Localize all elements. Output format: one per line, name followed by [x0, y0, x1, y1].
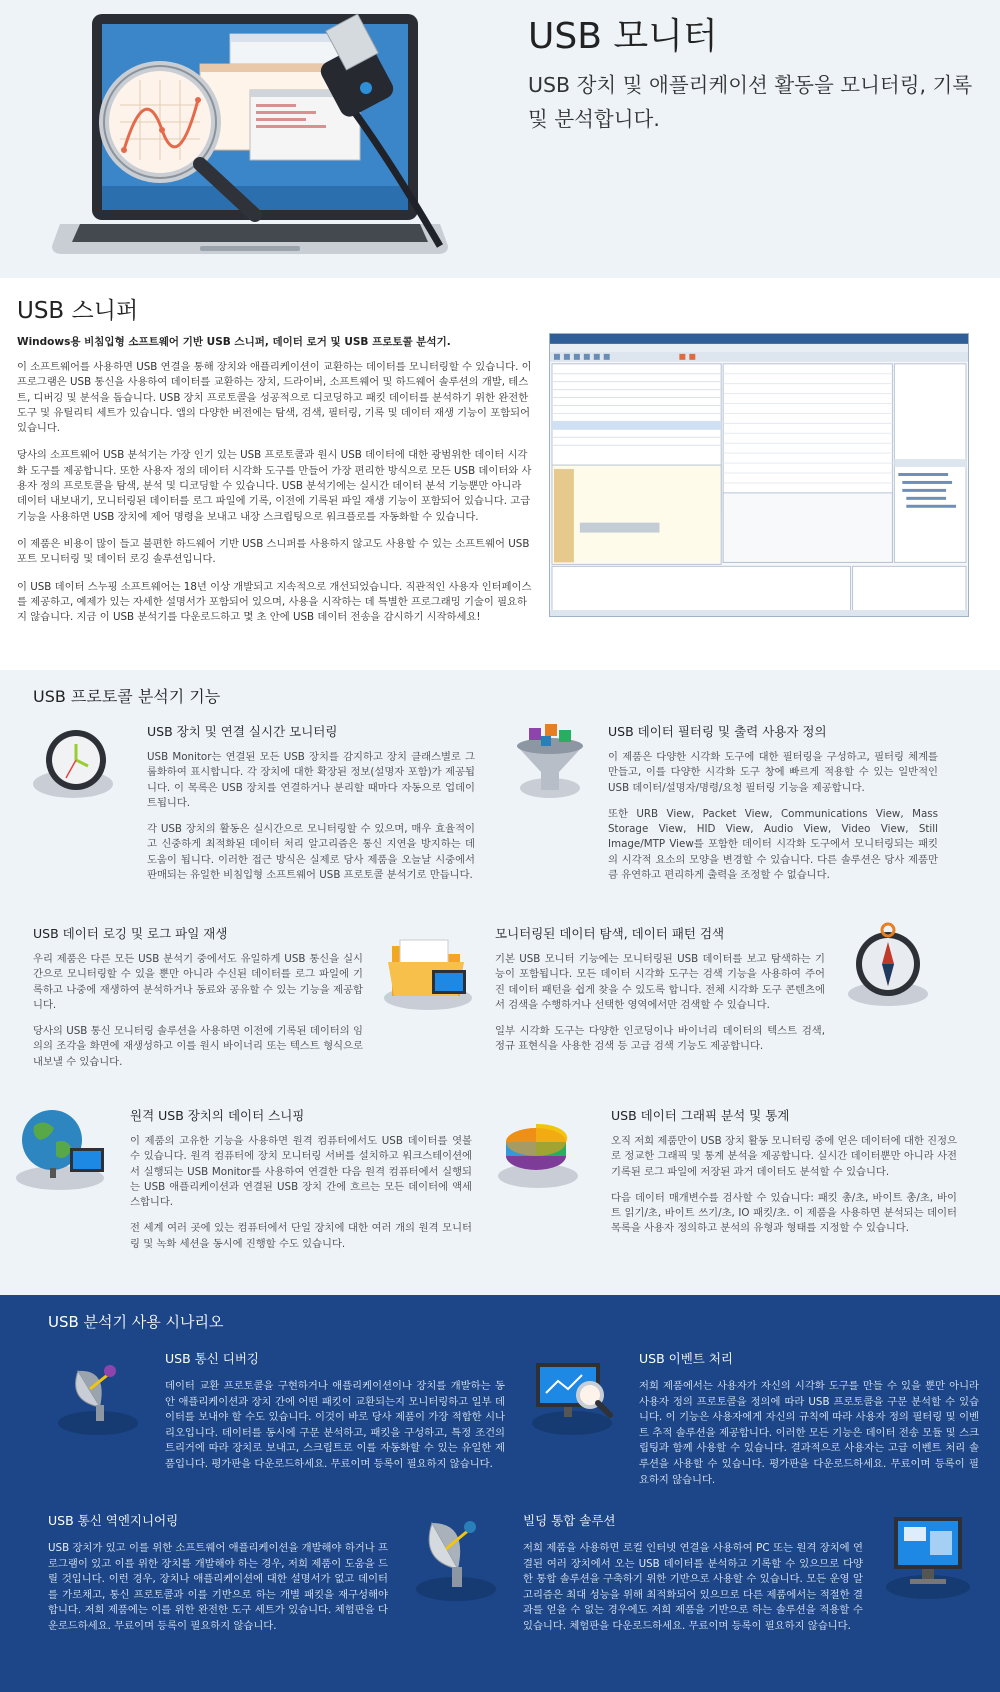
feature-filtering — [608, 722, 938, 894]
scenario-title: USB 통신 역엔지니어링 — [48, 1513, 179, 1528]
compass-icon — [838, 920, 938, 1010]
feature-title: 모니터링된 데이터 탐색, 데이터 패턴 검색 — [495, 926, 725, 941]
sniffer-paragraph: 이 USB 데이터 스누핑 소프트웨어는 18년 이상 개발되고 지속적으로 개선되었습니다. 직관적인 사용자 인터페이스를 제공하고, 예제가 있는 자세한 설명서가 포함되어 있으며, 사용을 시작하는 데 특별한 프로그래밍 기술이 필요하지 않습니다. 지금 이 USB 분석기를 다운로드하고 몇 초 안에 USB 데이터 전송을 감시하기 시작하세요! — [17, 580, 532, 624]
feature-paragraph: 또한 URB View, Packet View, Communications View, Mass Storage View, HID View, Audio View, Video View, Still Image/MTP View를 포함한 데이터 시각화 도구에서 모니터링되는 패킷의 시각적 요소의 모양을 변경할 수 있습니다. 다른 솔루션은 당사 제품만큼 유연하고 편리하게 출력을 조정할 수 없습니다. — [608, 807, 938, 882]
scenario-title: USB 이벤트 처리 — [639, 1351, 733, 1366]
feature-paragraph: 당사의 USB 통신 모니터링 솔루션을 사용하면 이전에 기록된 데이터의 임의의 조각을 화면에 재생성하고 이를 원시 바이너리 또는 텍스트 형식으로 내보낼 수 있습니다. — [33, 1025, 363, 1068]
feature-paragraph: 일부 시각화 도구는 다양한 인코딩이나 바이너리 데이터의 텍스트 검색, 정규 표현식을 사용한 검색 등 고급 검색 기능도 제공합니다. — [495, 1025, 825, 1053]
features-heading: USB 프로토콜 분석기 기능 — [33, 687, 221, 706]
scenario-event-processing — [639, 1349, 979, 1488]
scenario-text: 데이터 교환 프로토콜을 구현하거나 애플리케이션이나 장치를 개발하는 동안 애플리케이션과 장치 간에 어떤 패킷이 교환되는지 모니터링하고 일부 데이터를 보내야 할 수도 있습니다. 이것이 바로 당사 제품이 가장 적합한 시나리오입니다. 데이터를 동시에 구문 분석하고, 패킷을 구성하고, 특정 조건의 트리거에 따라 장치로 보내고, 스크립트로 이를 자동화할 수 있는 유일한 제품입니다. 평가판을 다운로드하세요. 무료이며 등록이 필요하지 않습니다. — [165, 1380, 505, 1470]
funnel-icon — [505, 722, 595, 802]
feature-realtime-monitoring — [147, 722, 475, 894]
page-title: USB 모니터 — [528, 16, 718, 57]
monitor-magnifier-icon — [522, 1349, 622, 1439]
feature-paragraph: USB Monitor는 연결된 모든 USB 장치를 감지하고 장치 클래스별로 그룹화하여 표시합니다. 각 장치에 대한 확장된 정보(설명자 포함)가 제공됩니다. 이 목록은 USB 장치를 연결하거나 분리할 때마다 자동으로 업데이트됩니다. — [147, 751, 475, 809]
feature-title: USB 데이터 필터링 및 출력 사용자 정의 — [608, 724, 827, 739]
folder-icon — [378, 926, 478, 1012]
feature-paragraph: 이 제품의 고유한 기능을 사용하면 원격 컴퓨터에서도 USB 데이터를 엿볼 수 있습니다. 원격 컴퓨터에 장치 모니터링 서버를 설치하고 워크스테이션에서 실행되는 USB Monitor를 사용하여 연결한 다음 원격 컴퓨터에서 실행되는 USB 애플리케이션과 연결된 USB 장치 간에 흐르는 모든 데이터에 액세스합니다. — [130, 1135, 472, 1209]
scenario-debugging — [165, 1349, 505, 1473]
feature-search — [495, 924, 825, 1066]
features-section — [0, 670, 1000, 1295]
scenario-text: 저희 제품에서는 사용자가 자신의 시각화 도구를 만들 수 있을 뿐만 아니라 사용자 정의 프로토콜을 정의에 따라 USB 프로토콜을 구문 분석할 수 있습니다. 이 기능은 사용자에게 자신의 규칙에 따라 사용자 정의 필터링 및 이벤트 추적 솔루션을 제공합니다. 이러한 모든 기능은 데이터 전송 모듈 및 스크립팅과 함께 사용할 수 있습니다. 결과적으로 사용자는 고급 이벤트 처리 솔루션을 사용할 수 있습니다. 평가판을 다운로드하세요. 무료이며 등록이 필요하지 않습니다. — [639, 1380, 979, 1486]
laptop-usb-illustration — [50, 10, 450, 268]
feature-paragraph: 전 세계 여러 곳에 있는 컴퓨터에서 단일 장치에 대한 여러 개의 원격 모니터링 및 녹화 세션을 동시에 진행할 수도 있습니다. — [130, 1222, 472, 1250]
feature-title: USB 데이터 로깅 및 로그 파일 재생 — [33, 926, 228, 941]
feature-paragraph: 우리 제품은 다른 모든 USB 분석기 중에서도 유일하게 USB 통신을 실시간으로 모니터링할 수 있을 뿐만 아니라 수신된 데이터를 로그 파일에 기록하고 나중에 재생하여 분석하거나 동료와 공유할 수 있는 기능을 제공합니다. — [33, 953, 363, 1011]
feature-paragraph: 기본 USB 모니터 기능에는 모니터링된 USB 데이터를 보고 탐색하는 기능이 포함됩니다. 모든 데이터 시각화 도구는 검색 기능을 사용하여 주어진 데이터 패턴을 쉽게 찾을 수 있도록 합니다. 전체 시각화 도구 콘텐츠에서 검색을 수행하거나 선택한 영역에서만 검색할 수 있습니다. — [495, 953, 825, 1011]
feature-paragraph: 각 USB 장치의 활동은 실시간으로 모니터링할 수 있으며, 매우 효율적이고 신중하게 최적화된 데이터 처리 알고리즘은 통신 지연을 방지하는 데 도움이 됩니다. 이러한 접근 방식은 실제로 당사 제품을 오늘날 시중에서 판매되는 유일한 비침입형 소프트웨어 USB 프로토콜 분석기로 만듭니다. — [147, 823, 475, 882]
scenarios-heading: USB 분석기 사용 시나리오 — [48, 1313, 224, 1331]
feature-title: 원격 USB 장치의 데이터 스니핑 — [130, 1108, 305, 1123]
feature-title: USB 데이터 그래픽 분석 및 통계 — [611, 1108, 790, 1123]
hero-subtitle: USB 장치 및 애플리케이션 활동을 모니터링, 기록 및 분석합니다. — [528, 73, 973, 131]
sniffer-heading: USB 스니퍼 — [17, 298, 139, 324]
scenario-reverse-engineering — [48, 1511, 388, 1635]
screen-icon — [876, 1507, 980, 1603]
pie-chart-icon — [490, 1102, 586, 1192]
app-screenshot — [549, 333, 969, 617]
sniffer-body — [17, 360, 533, 637]
sniffer-paragraph: 이 제품은 비용이 많이 들고 불편한 하드웨어 기반 USB 스니퍼를 사용하지 않고도 사용할 수 있는 소프트웨어 USB 포트 모니터링 및 데이터 로깅 솔루션입니다. — [17, 537, 530, 566]
feature-paragraph: 다음 데이터 매개변수를 검사할 수 있습니다: 패킷 총/초, 바이트 총/초, 바이트 읽기/초, 바이트 쓰기/초, IO 패킷/초. 이 제품을 사용하면 분석되는 데이터 목록을 사용자 정의하고 분석의 유형과 형태를 지정할 수 있습니다. — [611, 1191, 957, 1235]
clock-icon — [28, 722, 118, 802]
feature-paragraph: 이 제품은 다양한 시각화 도구에 대한 필터링을 구성하고, 필터링 체계를 만들고, 이를 다양한 시각화 도구 창에 빠르게 적용할 수 있는 일반적인 USB 데이터/설명자/명령/요청 필터링 기능을 제공합니다. — [608, 751, 938, 794]
sniffer-paragraph: 당사의 소프트웨어 USB 분석기는 가장 인기 있는 USB 프로토콜과 원시 USB 데이터에 대한 광범위한 데이터 시각화 도구를 제공합니다. 또한 사용자 정의 데이터 시각화 도구를 만들어 가장 편리한 방식으로 모든 USB 데이터와 사용자 정의 프로토콜을 탐색, 분석 및 디코딩할 수 있습니다. USB 분석기에는 실시간 데이터 분석 기능뿐만 아니라 데이터 내보내기, 모니터링된 데이터를 로그 파일에 기록, 이전에 기록된 파일 재생 기능이 포함되어 있습니다. 고급 기능을 사용하면 USB 장치에 제어 명령을 보내고 내장 스크립팅으로 워크플로를 자동화할 수 있습니다. — [17, 449, 532, 523]
feature-paragraph: 오직 저희 제품만이 USB 장치 활동 모니터링 중에 얻은 데이터에 대한 진정으로 정교한 그래픽 및 통계 분석을 제공합니다. 실시간 데이터뿐만 아니라 사전 기록된 로그 파일에 저장된 과거 데이터도 분석할 수 있습니다. — [611, 1135, 957, 1178]
hero-section — [0, 0, 1000, 278]
feature-logging — [33, 924, 363, 1081]
sniffer-lead: Windows용 비침입형 소프트웨어 기반 USB 스니퍼, 데이터 로거 및 USB 프로토콜 분석기. — [17, 336, 451, 348]
scenario-text: 저희 제품을 사용하면 로컬 인터넷 연결을 사용하여 PC 또는 원격 장치에 연결된 여러 장치에서 오는 USB 데이터를 분석하고 기록할 수 있으므로 다양한 통합 솔루션을 구축하기 위한 기반으로 사용할 수 있습니다. 모든 운영 알고리즘은 최대 성능을 위해 최적화되어 있으므로 다른 제품에서는 적절한 결과를 얻을 수 없는 경우에도 저희 제품을 기반으로 하는 솔루션을 적용할 수 있습니다. 체험판을 다운로드하세요. 무료이며 등록이 필요하지 않습니다. — [523, 1542, 863, 1632]
antenna-icon — [406, 1509, 506, 1605]
scenario-title: USB 통신 디버깅 — [165, 1351, 259, 1366]
feature-statistics — [611, 1106, 957, 1248]
scenario-integration — [523, 1511, 863, 1635]
usb-sniffer-section — [0, 278, 1000, 670]
feature-title: USB 장치 및 연결 실시간 모니터링 — [147, 724, 338, 739]
globe-icon — [10, 1102, 114, 1192]
satellite-dish-icon — [48, 1349, 148, 1439]
scenario-title: 빌딩 통합 솔루션 — [523, 1513, 616, 1528]
scenario-text: USB 장치가 있고 이를 위한 소프트웨어 애플리케이션을 개발해야 하거나 프로그램이 있고 이를 위한 장치를 개발해야 하는 경우, 저희 제품이 도움을 드릴 것입니다. 이런 경우, 장치나 애플리케이션에 대한 설명서가 없고 데이터를 가로채고, 통신 프로토콜과 이를 기반으로 하는 개별 패킷을 재구성해야 합니다. 저희 제품에는 이를 위한 완전한 도구 세트가 있습니다. 체험판을 다운로드하세요. 무료이며 등록이 필요하지 않습니다. — [48, 1542, 388, 1632]
feature-remote-sniffing — [130, 1106, 472, 1263]
sniffer-paragraph: 이 소프트웨어를 사용하면 USB 연결을 통해 장치와 애플리케이션이 교환하는 데이터를 모니터링할 수 있습니다. 이 프로그램은 USB 통신을 사용하여 데이터를 교환하는 장치, 드라이버, 소프트웨어 및 하드웨어 솔루션의 개발, 테스트, 디버깅 및 분석을 돕습니다. USB 장치 프로토콜을 성공적으로 디코딩하고 패킷 데이터를 분석하기 위한 완전한 도구 및 유틸리티 세트가 있습니다. 앱의 다양한 버전에는 탐색, 검색, 필터링, 기록 및 데이터 재생 기능이 포함되어 있습니다. — [17, 361, 532, 435]
scenarios-section — [0, 1295, 1000, 1692]
